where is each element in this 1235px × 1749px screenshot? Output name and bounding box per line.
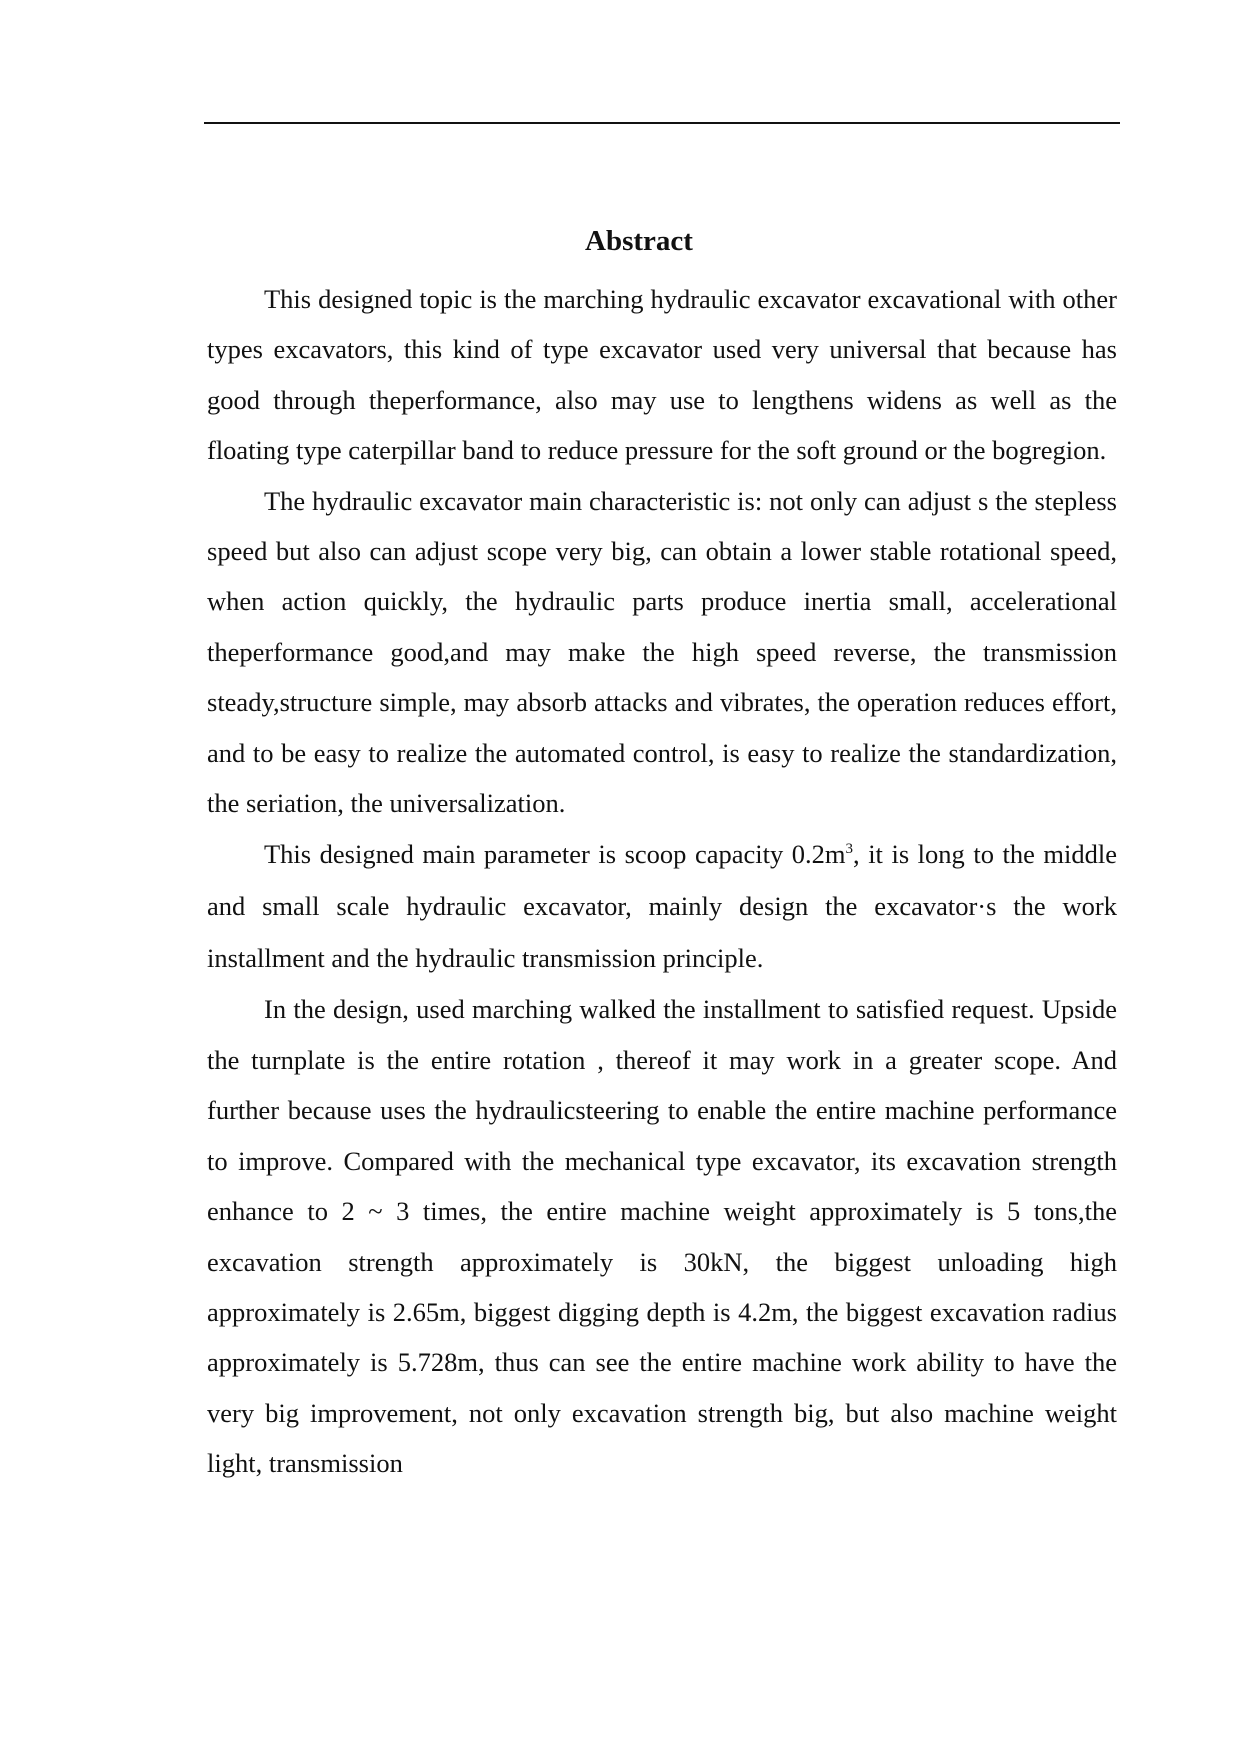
abstract-body bbox=[207, 274, 1117, 1489]
paragraph-3 bbox=[207, 828, 1117, 984]
paragraph-3-text-before-sup: This designed main parameter is scoop capacity 0.2m bbox=[264, 839, 846, 870]
superscript-exponent: 3 bbox=[845, 841, 854, 858]
abstract-title: Abstract bbox=[585, 225, 693, 257]
paragraph-3-text-after-sup: , it is long to the middle and small scale hydraulic excavator, mainly design the excavator·s the work installment and the hydraulic transmission principle. bbox=[207, 839, 1118, 974]
paragraph-2: The hydraulic excavator main characteristic is: not only can adjust s the stepless speed but also can adjust scope very big, can obtain a lower stable rotational speed, when action quickly, the hydraulic parts produce inertia small, accelerational theperformance good,and may make the high speed reverse, the transmission steady,structure simple, may absorb attacks and vibrates, the operation reduces effort, and to be easy to realize the automated control, is easy to realize the standardization, the seriation, the universalization. bbox=[207, 485, 1117, 819]
paragraph-4: In the design, used marching walked the installment to satisfied request. Upside the turnplate is the entire rotation , thereof it may work in a greater scope. And further because uses the hydraulicsteering to enable the entire machine performance to improve. Compared with the mechanical type excavator, its excavation strength enhance to 2 ~ 3 times, the entire machine weight approximately is 5 tons,the excavation strength approximately is 30kN, the biggest unloading high approximately is 2.65m, biggest digging depth is 4.2m, the biggest excavation radius approximately is 5.728m, thus can see the entire machine work ability to have the very big improvement, not only excavation strength big, but also machine weight light, transmission bbox=[207, 994, 1117, 1479]
header-rule bbox=[204, 122, 1120, 124]
paragraph-1: This designed topic is the marching hydraulic excavator excavational with other types excavators, this kind of type excavator used very universal that because has good through theperformance, also may use to lengthens widens as well as the floating type caterpillar band to reduce pressure for the soft ground or the bogregion. bbox=[207, 284, 1117, 466]
